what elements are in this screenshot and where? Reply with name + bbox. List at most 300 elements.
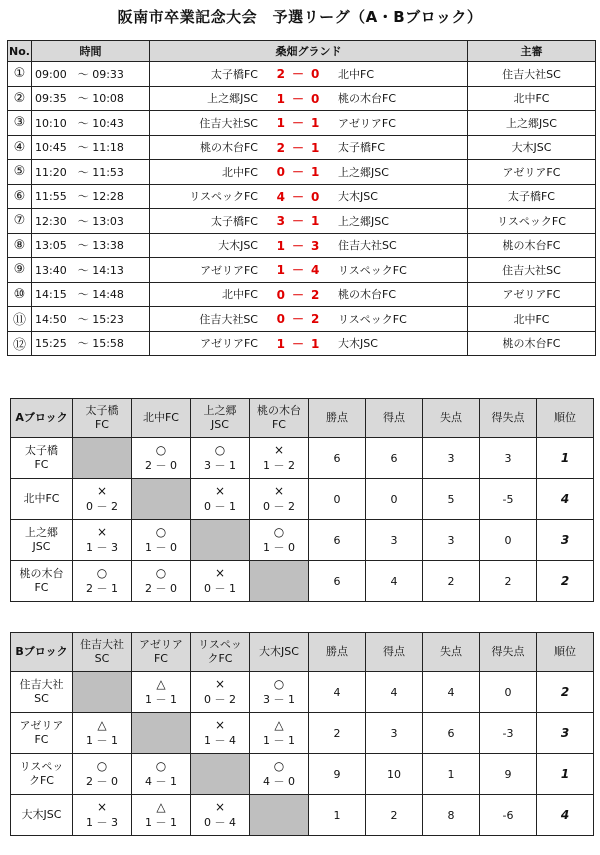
block-name: Aブロック [11,399,73,438]
team-column-header [191,633,250,672]
schedule-row [8,233,596,258]
referee: 住吉大社SC [468,258,596,283]
team-name-line1: 北中FC [142,411,179,424]
home-team: 桃の木台FC [199,141,258,155]
result-mark: ○ [155,443,167,457]
referee: 住吉大社SC [468,62,596,87]
result-mark: △ [97,718,107,732]
self-match-cell [132,713,191,754]
schedule-row [8,111,596,136]
standings-row [11,520,594,561]
stat-rank: 2 [537,561,594,602]
team-name-line1: 桃の木台 [257,404,301,417]
team-name-line1: 上之郷 [25,526,58,539]
result-score: 0 － 2 [204,693,236,706]
match-cell [150,258,468,283]
stat-ga: 8 [423,795,480,836]
schedule-row [8,331,596,356]
result-cell [132,795,191,836]
match-number: ② [8,86,32,111]
result-score: 2 － 1 [86,582,118,595]
team-column-header [73,633,132,672]
standings-header-row [11,399,594,438]
result-cell [250,672,309,713]
stat-rank: 2 [537,672,594,713]
home-score: 0 [276,165,285,180]
match-number: ⑨ [8,258,32,283]
stat-ga: 3 [423,438,480,479]
stat-rank: 3 [537,713,594,754]
match-number: ⑤ [8,160,32,185]
stat-gd: 0 [480,672,537,713]
stat-pts: 1 [309,795,366,836]
team-name-line1: 住吉大社 [19,678,64,691]
score-separator: － [291,189,304,204]
result-mark: △ [274,718,284,732]
result-cell [191,713,250,754]
team-name-line1: 大木JSC [21,808,62,821]
result-cell [132,561,191,602]
team-name-line2: FC [34,458,49,471]
team-row-label [11,672,73,713]
team-row-label [11,754,73,795]
match-score [258,310,338,327]
match-time: 09:35 ～ 10:08 [32,86,150,111]
page-title: 阪南市卒業記念大会 予選リーグ（A・Bブロック） [117,8,483,26]
team-row-label [11,479,73,520]
schedule-row [8,86,596,111]
stat-header-ga: 失点 [423,399,480,438]
match-number: ⑥ [8,184,32,209]
stat-gf: 0 [366,479,423,520]
match-number: ① [8,62,32,87]
result-score: 1 － 0 [145,541,177,554]
result-mark: × [214,800,226,814]
result-cell [250,479,309,520]
home-score: 1 [276,336,285,351]
stat-ga: 4 [423,672,480,713]
away-team: 上之郷JSC [338,214,389,228]
schedule-header-row [8,41,596,62]
result-score: 2 － 0 [86,775,118,788]
away-score: 1 [311,336,320,351]
team-name-line2: FC [34,581,49,594]
stat-ga: 6 [423,713,480,754]
match-score [258,139,338,156]
team-name-line2: SC [94,652,110,665]
result-score: 2 － 0 [145,582,177,595]
match-time: 09:00 ～ 09:33 [32,62,150,87]
result-score: 0 － 1 [204,500,236,513]
result-cell [73,754,132,795]
stat-header-gf: 得点 [366,399,423,438]
stat-rank: 4 [537,795,594,836]
stat-rank: 3 [537,520,594,561]
result-cell [191,672,250,713]
result-cell [250,520,309,561]
stat-header-gd: 得失点 [480,633,537,672]
stat-pts: 6 [309,438,366,479]
stat-rank: 1 [537,754,594,795]
stat-pts: 0 [309,479,366,520]
result-cell [250,713,309,754]
standings-row [11,713,594,754]
standings-row [11,754,594,795]
away-team: 桃の木台FC [338,92,397,106]
result-score: 1 － 3 [86,541,118,554]
referee: 桃の木台FC [468,233,596,258]
result-cell [73,561,132,602]
self-match-cell [250,561,309,602]
team-column-header [132,633,191,672]
team-name-line2: FC [94,418,109,431]
team-row-label [11,795,73,836]
home-team: 太子橋FC [210,214,258,228]
referee: アゼリアFC [468,160,596,185]
team-name-line2: クFC [28,774,54,787]
home-team: アゼリアFC [200,263,258,277]
match-number: ⑪ [8,307,32,332]
result-mark: × [214,484,226,498]
score-separator: － [291,165,304,180]
stat-header-ga: 失点 [423,633,480,672]
away-team: 上之郷JSC [338,165,389,179]
result-cell [191,479,250,520]
score-separator: － [291,263,304,278]
team-name-line2: JSC [32,540,51,553]
team-name-line1: 太子橋 [25,444,58,457]
score-separator: － [291,116,304,131]
stat-rank: 4 [537,479,594,520]
match-cell [150,184,468,209]
match-score [258,188,338,205]
score-separator: － [291,336,304,351]
match-cell [150,62,468,87]
result-mark: × [96,800,108,814]
block-name: Bブロック [11,633,73,672]
result-cell [132,672,191,713]
match-number: ⑦ [8,209,32,234]
result-mark: ○ [96,566,108,580]
match-cell [150,135,468,160]
match-score [258,163,338,180]
stat-gd: 9 [480,754,537,795]
match-time: 14:15 ～ 14:48 [32,282,150,307]
stat-pts: 2 [309,713,366,754]
self-match-cell [73,672,132,713]
match-cell [150,111,468,136]
score-separator: － [291,312,304,327]
standings-row [11,795,594,836]
away-team: リスペックFC [338,312,407,326]
result-cell [191,438,250,479]
result-cell [250,438,309,479]
block-b-standings-table [10,632,594,836]
match-time: 13:05 ～ 13:38 [32,233,150,258]
match-cell [150,160,468,185]
result-cell [191,795,250,836]
result-mark: ○ [155,566,167,580]
stat-pts: 4 [309,672,366,713]
standings-row [11,672,594,713]
match-time: 11:20 ～ 11:53 [32,160,150,185]
result-score: 1 － 4 [204,734,236,747]
result-score: 2 － 0 [145,459,177,472]
home-score: 2 [276,67,285,82]
away-team: 北中FC [338,67,375,81]
team-name-line1: アゼリア [139,638,183,651]
away-team: 大木JSC [338,337,378,351]
away-score: 0 [311,67,320,82]
match-cell [150,209,468,234]
stat-gf: 3 [366,713,423,754]
team-name-line2: SC [34,692,49,705]
result-cell [73,795,132,836]
match-score [258,335,338,352]
stat-gf: 2 [366,795,423,836]
match-time: 14:50 ～ 15:23 [32,307,150,332]
away-score: 1 [311,165,320,180]
result-mark: × [214,566,226,580]
stat-gf: 6 [366,438,423,479]
match-cell [150,331,468,356]
score-separator: － [291,91,304,106]
stat-rank: 1 [537,438,594,479]
self-match-cell [191,520,250,561]
stat-gd: -3 [480,713,537,754]
result-score: 4 － 1 [145,775,177,788]
result-mark: ○ [214,443,226,457]
team-name-line2: JSC [211,418,229,431]
result-score: 1 － 3 [86,816,118,829]
stat-ga: 1 [423,754,480,795]
match-time: 15:25 ～ 15:58 [32,331,150,356]
home-score: 1 [276,116,285,131]
result-mark: × [214,677,226,691]
match-score [258,65,338,82]
home-score: 1 [276,263,285,278]
away-score: 0 [311,91,320,106]
score-separator: － [291,238,304,253]
schedule-row [8,282,596,307]
away-score: 3 [311,238,320,253]
match-number: ③ [8,111,32,136]
result-score: 3 － 1 [204,459,236,472]
stat-ga: 3 [423,520,480,561]
result-score: 4 － 0 [263,775,295,788]
home-score: 4 [276,189,285,204]
home-team: 住吉大社SC [199,312,258,326]
result-mark: ○ [96,759,108,773]
standings-header-row [11,633,594,672]
result-score: 0 － 2 [86,500,118,513]
referee: 太子橋FC [468,184,596,209]
result-cell [191,561,250,602]
result-cell [132,438,191,479]
header-time: 時間 [32,41,150,62]
home-score: 3 [276,214,285,229]
home-score: 1 [276,238,285,253]
team-name-line1: アゼリア [19,719,64,732]
result-score: 1 － 1 [145,693,177,706]
schedule-row [8,160,596,185]
block-a-standings-table [10,398,594,602]
result-cell [132,520,191,561]
result-mark: ○ [155,525,167,539]
schedule-row [8,184,596,209]
match-score [258,286,338,303]
match-number: ④ [8,135,32,160]
stat-header-pts: 勝点 [309,399,366,438]
referee: アゼリアFC [468,282,596,307]
team-name-line2: FC [34,733,49,746]
result-mark: △ [156,800,166,814]
home-team: アゼリアFC [200,337,258,351]
result-score: 1 － 0 [263,541,295,554]
team-name-line1: 住吉大社 [80,638,124,651]
away-team: 大木JSC [338,190,378,204]
away-score: 2 [311,287,320,302]
match-score [258,90,338,107]
referee: 大木JSC [468,135,596,160]
match-number: ⑫ [8,331,32,356]
team-column-header [73,399,132,438]
team-name-line2: FC [153,652,168,665]
stat-gf: 4 [366,561,423,602]
stat-gf: 3 [366,520,423,561]
match-time: 12:30 ～ 13:03 [32,209,150,234]
away-score: 2 [311,312,320,327]
stat-header-gd: 得失点 [480,399,537,438]
header-venue: 桑畑グランド [150,41,468,62]
result-mark: △ [156,677,166,691]
away-team: 桃の木台FC [338,288,397,302]
away-team: 太子橋FC [338,141,386,155]
away-team: リスペックFC [338,263,407,277]
team-name-line1: 上之郷 [203,404,237,417]
self-match-cell [73,438,132,479]
result-score: 0 － 2 [263,500,295,513]
result-mark: × [214,718,226,732]
result-score: 0 － 4 [204,816,236,829]
team-name-line1: リスペッ [19,760,64,773]
match-cell [150,307,468,332]
result-cell [73,479,132,520]
team-name-line1: 桃の木台 [19,567,64,580]
team-column-header [250,399,309,438]
match-cell [150,282,468,307]
team-row-label [11,561,73,602]
standings-row [11,479,594,520]
header-referee: 主審 [468,41,596,62]
team-column-header [132,399,191,438]
stat-gd: 3 [480,438,537,479]
referee: 上之郷JSC [468,111,596,136]
away-score: 1 [311,214,320,229]
referee: 桃の木台FC [468,331,596,356]
away-score: 1 [311,140,320,155]
schedule-row [8,62,596,87]
match-score [258,237,338,254]
team-name-line2: クFC [207,652,233,665]
team-name-line1: 北中FC [23,492,60,505]
result-mark: ○ [273,677,285,691]
match-time: 10:45 ～ 11:18 [32,135,150,160]
team-name-line1: 太子橋 [85,404,119,417]
result-score: 1 － 2 [263,459,295,472]
match-number: ⑩ [8,282,32,307]
match-time: 10:10 ～ 10:43 [32,111,150,136]
result-mark: ○ [273,759,285,773]
match-number: ⑧ [8,233,32,258]
header-no: No. [8,41,32,62]
result-score: 1 － 1 [145,816,177,829]
team-row-label [11,438,73,479]
match-time: 11:55 ～ 12:28 [32,184,150,209]
stat-pts: 6 [309,561,366,602]
team-name-line2: FC [271,418,286,431]
referee: 北中FC [468,86,596,111]
home-score: 0 [276,312,285,327]
stat-gd: 0 [480,520,537,561]
away-score: 1 [311,116,320,131]
team-name-line1: リスペッ [198,638,242,651]
match-score [258,114,338,131]
schedule-row [8,209,596,234]
stat-header-rank: 順位 [537,633,594,672]
stat-header-gf: 得点 [366,633,423,672]
referee: 北中FC [468,307,596,332]
stat-gd: -6 [480,795,537,836]
team-column-header [250,633,309,672]
stat-gf: 4 [366,672,423,713]
score-separator: － [291,287,304,302]
score-separator: － [291,67,304,82]
team-row-label [11,713,73,754]
stat-gd: -5 [480,479,537,520]
home-team: 上之郷JSC [207,92,258,106]
standings-row [11,438,594,479]
result-mark: × [96,484,108,498]
score-separator: － [291,140,304,155]
result-score: 1 － 1 [263,734,295,747]
result-cell [73,713,132,754]
result-score: 3 － 1 [263,693,295,706]
schedule-row [8,258,596,283]
result-cell [73,520,132,561]
match-cell [150,233,468,258]
self-match-cell [191,754,250,795]
home-team: 北中FC [221,288,258,302]
team-name-line1: 大木JSC [259,645,299,658]
result-score: 0 － 1 [204,582,236,595]
self-match-cell [250,795,309,836]
away-team: アゼリアFC [338,116,396,130]
standings-row [11,561,594,602]
result-cell [132,754,191,795]
result-mark: × [273,443,285,457]
result-mark: × [96,525,108,539]
home-team: 大木JSC [218,239,258,253]
home-team: 住吉大社SC [199,116,258,130]
stat-gd: 2 [480,561,537,602]
away-score: 4 [311,263,320,278]
away-team: 住吉大社SC [338,239,397,253]
stat-header-pts: 勝点 [309,633,366,672]
team-column-header [191,399,250,438]
result-score: 1 － 1 [86,734,118,747]
self-match-cell [132,479,191,520]
